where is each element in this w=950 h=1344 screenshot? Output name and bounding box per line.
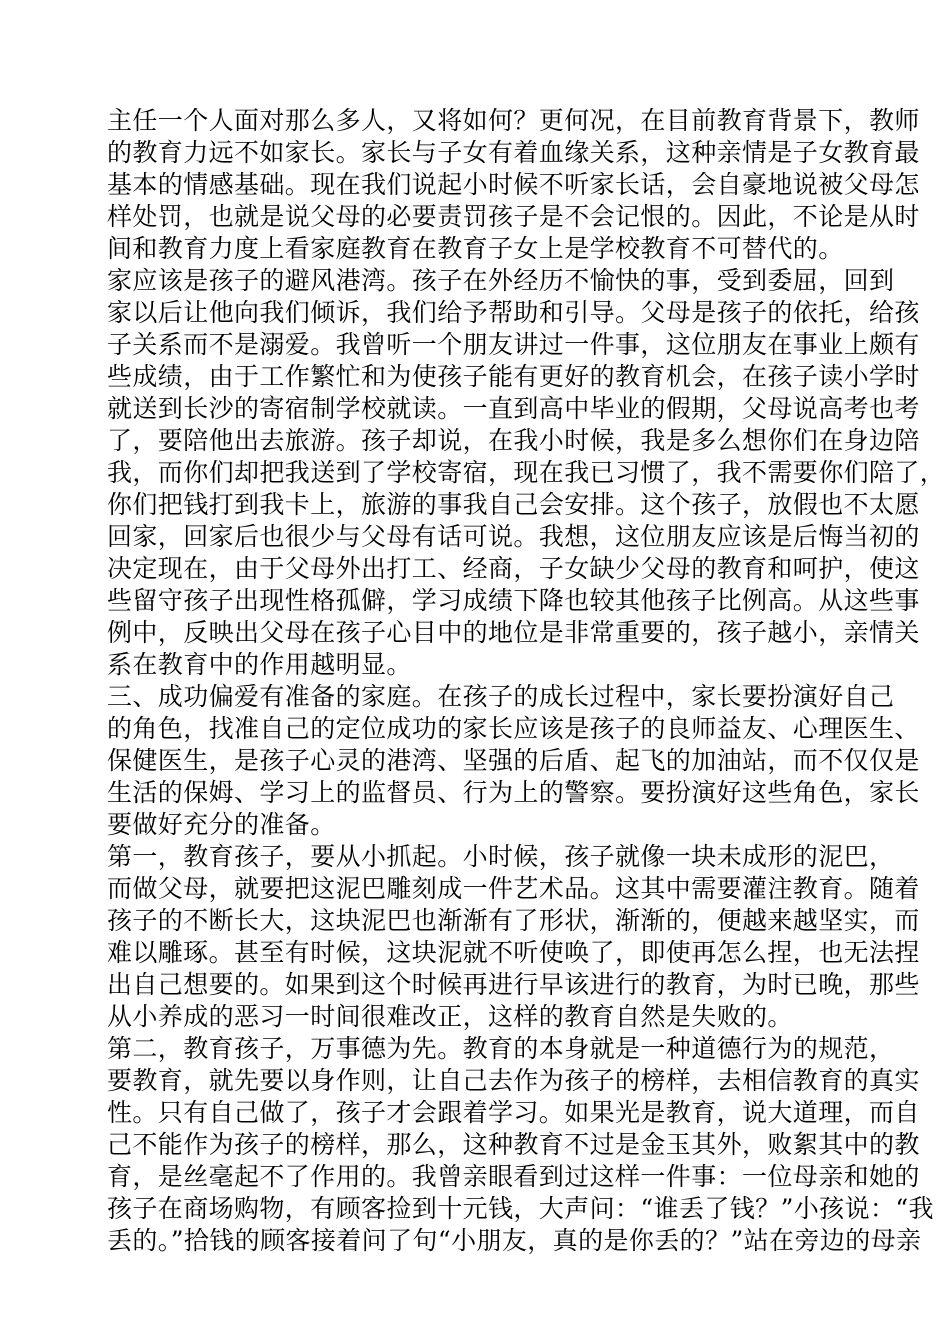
text-line: 回家，回家后也很少与父母有话可说。我想，这位朋友应该是后悔当初的 [107, 522, 920, 551]
text-line: 家应该是孩子的避风港湾。孩子在外经历不愉快的事，受到委屈，回到 [107, 266, 895, 295]
text-line: 要做好充分的准备。 [107, 810, 336, 839]
text-line: 家以后让他向我们倾诉，我们给予帮助和引导。父母是孩子的依托，给孩 [107, 298, 920, 327]
text-line: 生活的保姆、学习上的监督员、行为上的警察。要扮演好这些角色，家长 [107, 778, 920, 807]
text-line: 保健医生，是孩子心灵的港湾、坚强的后盾、起飞的加油站，而不仅仅是 [107, 746, 920, 775]
text-line: 了，要陪他出去旅游。孩子却说，在我小时候，我是多么想你们在身边陪 [107, 426, 920, 455]
text-line: 丢的。”拾钱的顾客接着问了句“小朋友，真的是你丢的？”站在旁边的母亲 [107, 1226, 922, 1255]
text-line: 些留守孩子出现性格孤僻，学习成绩下降也较其他孩子比例高。从这些事 [107, 586, 920, 615]
text-line: 孩子在商场购物，有顾客捡到十元钱，大声问：“谁丢了钱？”小孩说：“我 [107, 1194, 934, 1223]
text-line: 要教育，就先要以身作则，让自己去作为孩子的榜样，去相信教育的真实 [107, 1066, 920, 1095]
text-line: 性。只有自己做了，孩子才会跟着学习。如果光是教育，说大道理，而自 [107, 1098, 920, 1127]
text-line: 基本的情感基础。现在我们说起小时候不听家长话，会自豪地说被父母怎 [107, 170, 920, 199]
text-line: 从小养成的恶习一时间很难改正，这样的教育自然是失败的。 [107, 1002, 793, 1031]
text-line: 而做父母，就要把这泥巴雕刻成一件艺术品。这其中需要灌注教育。随着 [107, 874, 920, 903]
text-line: 些成绩，由于工作繁忙和为使孩子能有更好的教育机会，在孩子读小学时 [107, 362, 920, 391]
text-line: 的角色，找准自己的定位成功的家长应该是孩子的良师益友、心理医生、 [107, 714, 920, 743]
text-line: 子关系而不是溺爱。我曾听一个朋友讲过一件事，这位朋友在事业上颇有 [107, 330, 920, 359]
text-line: 主任一个人面对那么多人，又将如何？更何况，在目前教育背景下，教师 [107, 106, 920, 135]
text-line: 的教育力远不如家长。家长与子女有着血缘关系，这种亲情是子女教育最 [107, 138, 920, 167]
text-line: 己不能作为孩子的榜样，那么，这种教育不过是金玉其外，败絮其中的教 [107, 1130, 920, 1159]
text-line: 育，是丝毫起不了作用的。我曾亲眼看到过这样一件事：一位母亲和她的 [107, 1162, 920, 1191]
text-line: 三、成功偏爱有准备的家庭。在孩子的成长过程中，家长要扮演好自己 [107, 682, 895, 711]
text-line: 出自己想要的。如果到这个时候再进行早该进行的教育，为时已晚，那些 [107, 970, 920, 999]
text-line: 第一，教育孩子，要从小抓起。小时候，孩子就像一块未成形的泥巴， [107, 842, 895, 871]
text-line: 孩子的不断长大，这块泥巴也渐渐有了形状，渐渐的，便越来越坚实，而 [107, 906, 920, 935]
text-line: 就送到长沙的寄宿制学校就读。一直到高中毕业的假期，父母说高考也考 [107, 394, 920, 423]
text-line: 你们把钱打到我卡上，旅游的事我自己会安排。这个孩子，放假也不太愿 [107, 490, 920, 519]
text-line: 难以雕琢。甚至有时候，这块泥就不听使唤了，即使再怎么捏，也无法捏 [107, 938, 920, 967]
text-line: 第二，教育孩子，万事德为先。教育的本身就是一种道德行为的规范， [107, 1034, 895, 1063]
text-line: 系在教育中的作用越明显。 [107, 650, 412, 679]
text-line: 间和教育力度上看家庭教育在教育子女上是学校教育不可替代的。 [107, 234, 844, 263]
text-line: 例中，反映出父母在孩子心目中的地位是非常重要的，孩子越小，亲情关 [107, 618, 920, 647]
text-line: 我，而你们却把我送到了学校寄宿，现在我已习惯了，我不需要你们陪了， [107, 458, 946, 487]
text-line: 决定现在，由于父母外出打工、经商，子女缺少父母的教育和呵护，使这 [107, 554, 920, 583]
text-line: 样处罚，也就是说父母的必要责罚孩子是不会记恨的。因此，不论是从时 [107, 202, 920, 231]
